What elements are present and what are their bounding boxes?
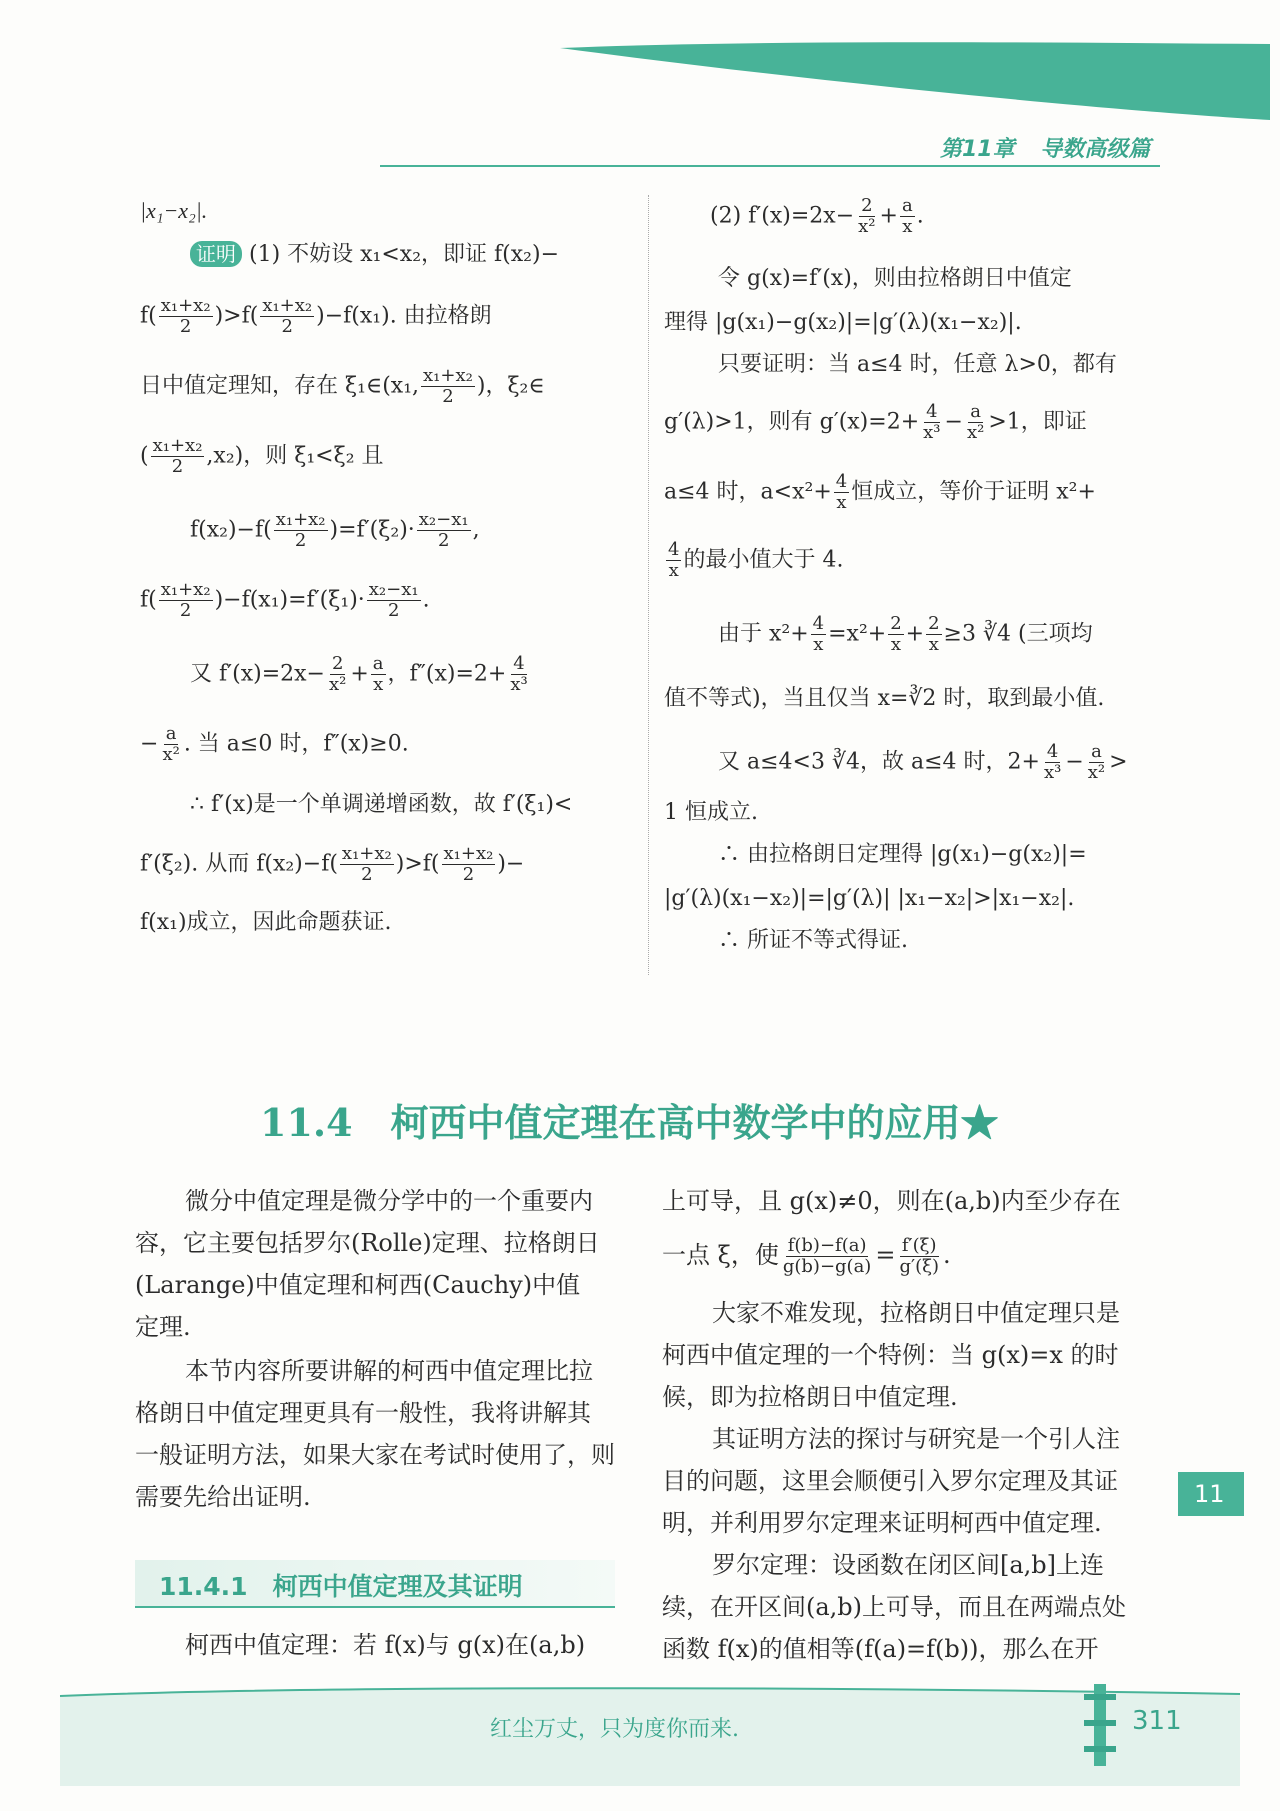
- text-line: (Larange)中值定理和柯西(Cauchy)中值: [135, 1271, 581, 1299]
- numerator: x₁+x₂: [443, 843, 494, 864]
- text-line: 本节内容所要讲解的柯西中值定理比拉: [185, 1357, 593, 1385]
- text-span: −: [944, 409, 963, 435]
- chapter-side-tab: [1178, 1472, 1244, 1516]
- denominator: x: [373, 674, 384, 695]
- text-line: 只要证明：当 a≤4 时，任意 λ>0，都有: [718, 352, 1117, 377]
- fraction: [160, 724, 181, 765]
- denominator: 2: [387, 600, 400, 621]
- denominator: 2: [442, 386, 454, 407]
- numerator: a: [372, 653, 384, 674]
- text-span: )>f(: [214, 303, 259, 329]
- chapter-side-tab-label: 11: [1194, 1480, 1225, 1508]
- text-line: 定理.: [135, 1313, 191, 1341]
- text-span: (: [140, 443, 149, 469]
- fraction: [834, 472, 849, 513]
- text-span: f(x₂)−f(: [190, 517, 272, 543]
- text-span: ,x₂)，则 ξ₁<ξ₂ 且: [206, 443, 384, 469]
- fraction: [340, 844, 394, 885]
- denominator: x³: [510, 674, 528, 695]
- numerator: x₁+x₂: [160, 295, 211, 316]
- fraction: [274, 510, 328, 551]
- footer-motto: 红尘万丈，只为度你而来.: [490, 1717, 739, 1742]
- denominator: x³: [1043, 762, 1062, 783]
- text-span: 由于 x²+: [718, 621, 809, 647]
- numerator: 2: [861, 195, 873, 216]
- text-span: .: [943, 1241, 951, 1269]
- text-line: [140, 436, 384, 477]
- subsection-title: 11.4.1 柯西中值定理及其证明: [159, 1572, 523, 1601]
- numerator: 4: [513, 653, 525, 674]
- denominator: 2: [294, 530, 307, 551]
- numerator: 2: [331, 653, 344, 674]
- text-span: 又 a≤4<3 ∛4，故 a≤4 时，2+: [718, 749, 1040, 775]
- fraction: [327, 654, 348, 695]
- text-line: 柯西中值定理的一个特例：当 g(x)=x 的时: [662, 1341, 1119, 1369]
- text-line: [710, 196, 924, 237]
- text-span: )−: [497, 851, 525, 877]
- numerator: x₁+x₂: [152, 435, 203, 456]
- denominator: x: [668, 560, 679, 581]
- numerator: x₁+x₂: [341, 843, 392, 864]
- text-span: f(: [140, 303, 157, 329]
- denominator: 2: [437, 530, 450, 551]
- text-line: [664, 472, 1096, 513]
- text-line: 候，即为拉格朗日中值定理.: [662, 1383, 958, 1411]
- text-line: f(x₁)成立，因此命题获证.: [140, 910, 392, 935]
- text-line: [662, 1236, 951, 1277]
- text-line: 1 恒成立.: [664, 800, 758, 825]
- text-span: +: [350, 661, 369, 687]
- text-span: >: [1109, 749, 1128, 775]
- fraction: [856, 196, 877, 237]
- text-line: [190, 654, 532, 695]
- text-line: 目的问题，这里会顺便引入罗尔定理及其证: [662, 1467, 1118, 1495]
- text-span: 日中值定理知，存在 ξ₁∈(x₁,: [140, 373, 420, 399]
- fraction: [442, 844, 496, 885]
- text-span: 又 f′(x)=2x−: [190, 661, 325, 687]
- text-line: [718, 742, 1128, 783]
- text-span: )−f(x₁)=f′(ξ₁)·: [214, 587, 365, 613]
- denominator: x²: [966, 422, 985, 443]
- denominator: x²: [1087, 762, 1106, 783]
- fraction: [260, 296, 314, 337]
- page-ornament-icon: [1080, 1680, 1120, 1770]
- denominator: 2: [179, 316, 192, 337]
- fraction: [159, 296, 213, 337]
- numerator: x₁+x₂: [160, 579, 211, 600]
- text-line: [664, 402, 1087, 443]
- text-line: |g′(λ)(x₁−x₂)|=|g′(λ)| |x₁−x₂|>|x₁−x₂|.: [664, 886, 1075, 911]
- fraction: [421, 366, 475, 407]
- proof-badge: 证明: [190, 241, 242, 267]
- text-line: [718, 614, 1093, 655]
- text-span: +: [879, 203, 898, 229]
- denominator: x²: [162, 744, 180, 765]
- numerator: a: [1091, 741, 1102, 762]
- fraction: [897, 1236, 941, 1277]
- numerator: a: [901, 195, 913, 216]
- text-span: ≥3 ∛4 (三项均: [943, 621, 1093, 647]
- text-span: 恒成立，等价于证明 x²+: [851, 479, 1096, 505]
- text-span: (2) f′(x)=2x−: [710, 203, 855, 229]
- text-line: |x₁−x₂|.: [140, 198, 208, 223]
- text-line: 容，它主要包括罗尔(Rolle)定理、拉格朗日: [135, 1229, 600, 1257]
- numerator: f′(ξ): [901, 1235, 937, 1256]
- text-span: −: [140, 731, 159, 757]
- text-span: .: [422, 587, 430, 613]
- numerator: 4: [1046, 741, 1059, 762]
- text-span: 的最小值大于 4.: [683, 547, 844, 573]
- chapter-number: 第11章: [940, 137, 1015, 162]
- subsection-banner: [135, 1560, 615, 1608]
- text-line: [140, 580, 430, 621]
- text-line: [190, 510, 480, 551]
- text-span: >1，即证: [988, 409, 1087, 435]
- numerator: 4: [812, 613, 825, 634]
- text-line: 格朗日中值定理更具有一般性，我将讲解其: [135, 1399, 591, 1427]
- denominator: 2: [361, 864, 373, 885]
- text-line: 需要先给出证明.: [135, 1483, 311, 1511]
- text-line: 一般证明方法，如果大家在考试时使用了，则: [135, 1441, 615, 1469]
- denominator: x³: [923, 422, 941, 443]
- chapter-header: [940, 132, 1150, 163]
- numerator: 2: [890, 613, 902, 634]
- text-line: 续，在开区间(a,b)上可导，而且在两端点处: [662, 1593, 1127, 1621]
- fraction: [900, 196, 915, 237]
- numerator: 4: [926, 401, 938, 422]
- text-line: 罗尔定理：设函数在闭区间[a,b]上连: [712, 1551, 1105, 1579]
- page-number: 311: [1132, 1706, 1182, 1736]
- denominator: x: [928, 634, 939, 655]
- numerator: x₁+x₂: [275, 509, 326, 530]
- column-divider: [648, 195, 649, 975]
- denominator: x²: [858, 216, 876, 237]
- numerator: a: [165, 723, 177, 744]
- fraction: [1086, 742, 1107, 783]
- fraction: [781, 1236, 873, 1277]
- text-span: =x²+: [828, 621, 887, 647]
- fraction: [151, 436, 205, 477]
- denominator: g′(ξ): [899, 1256, 940, 1277]
- fraction: [417, 510, 471, 551]
- text-line: 函数 f(x)的值相等(f(a)=f(b))，那么在开: [662, 1635, 1099, 1663]
- numerator: x₂−x₁: [418, 509, 469, 530]
- text-line: [140, 844, 524, 885]
- numerator: f(b)−f(a): [787, 1235, 867, 1256]
- text-line: 明，并利用罗尔定理来证明柯西中值定理.: [662, 1509, 1102, 1537]
- text-line: 上可导，且 g(x)≠0，则在(a,b)内至少存在: [662, 1187, 1121, 1215]
- text-line: [140, 296, 492, 337]
- text-span: a≤4 时，a<x²+: [664, 479, 832, 505]
- text-span: .: [916, 203, 924, 229]
- fraction: [888, 614, 903, 655]
- denominator: 2: [462, 864, 475, 885]
- text-line: 微分中值定理是微分学中的一个重要内: [185, 1187, 593, 1215]
- fraction: [666, 540, 681, 581]
- text-span: )，ξ₂∈: [476, 373, 545, 399]
- chapter-title: 导数高级篇: [1040, 137, 1151, 162]
- denominator: x: [813, 634, 824, 655]
- text-line: 柯西中值定理：若 f(x)与 g(x)在(a,b): [185, 1631, 586, 1659]
- text-span: )−f(x₁). 由拉格朗: [316, 303, 492, 329]
- fraction: [508, 654, 529, 695]
- text-line: 大家不难发现，拉格朗日中值定理只是: [712, 1299, 1120, 1327]
- denominator: x²: [328, 674, 347, 695]
- fraction: [1042, 742, 1063, 783]
- text-span: )=f′(ξ₂)·: [329, 517, 415, 543]
- text-line: [140, 366, 545, 407]
- denominator: 2: [179, 600, 192, 621]
- text-span: −: [1065, 749, 1084, 775]
- fraction: [811, 614, 826, 655]
- text-line: 值不等式)，当且仅当 x=∛2 时，取到最小值.: [664, 686, 1105, 711]
- text-span: +: [905, 621, 925, 647]
- numerator: 4: [668, 539, 680, 560]
- text-line: [140, 724, 409, 765]
- fraction: [926, 614, 941, 655]
- text-span: (1) 不妨设 x₁<x₂，即证 f(x₂)−: [249, 242, 559, 267]
- numerator: x₁+x₂: [262, 295, 313, 316]
- denominator: g(b)−g(a): [782, 1256, 872, 1277]
- fraction: [965, 402, 986, 443]
- text-span: =: [875, 1241, 896, 1269]
- denominator: 2: [171, 456, 184, 477]
- fraction: [371, 654, 386, 695]
- fraction: [159, 580, 213, 621]
- section-title: 11.4 柯西中值定理在高中数学中的应用★: [260, 1100, 999, 1145]
- text-span: ,: [472, 517, 480, 543]
- fraction: [367, 580, 421, 621]
- denominator: 2: [281, 316, 293, 337]
- numerator: 2: [928, 613, 940, 634]
- numerator: 4: [835, 471, 848, 492]
- text-line: ∴ f′(x)是一个单调递增函数，故 f′(ξ₁)<: [190, 792, 573, 817]
- numerator: a: [970, 401, 981, 422]
- text-span: . 当 a≤0 时，f″(x)≥0.: [183, 731, 409, 757]
- fraction: [921, 402, 942, 443]
- text-line: 其证明方法的探讨与研究是一个引人注: [712, 1425, 1120, 1453]
- numerator: x₂−x₁: [368, 579, 419, 600]
- text-line: 令 g(x)=f′(x)，则由拉格朗日中值定: [718, 266, 1072, 291]
- text-span: f(: [140, 587, 157, 613]
- text-span: ，f″(x)=2+: [387, 661, 507, 687]
- text-line: ∴ 所证不等式得证.: [718, 928, 908, 953]
- text-span: g′(λ)>1，则有 g′(x)=2+: [664, 409, 920, 435]
- text-span: f′(ξ₂). 从而 f(x₂)−f(: [140, 851, 338, 877]
- text-line: 理得 |g(x₁)−g(x₂)|=|g′(λ)(x₁−x₂)|.: [664, 310, 1022, 335]
- text-line: ∴ 由拉格朗日定理得 |g(x₁)−g(x₂)|=: [718, 842, 1087, 867]
- denominator: x: [836, 492, 847, 513]
- denominator: x: [890, 634, 901, 655]
- text-span: 一点 ξ，使: [662, 1241, 779, 1269]
- numerator: x₁+x₂: [423, 365, 473, 386]
- text-line: [664, 540, 843, 581]
- denominator: x: [902, 216, 913, 237]
- text-span: )>f(: [395, 851, 440, 877]
- text-line: [190, 240, 559, 270]
